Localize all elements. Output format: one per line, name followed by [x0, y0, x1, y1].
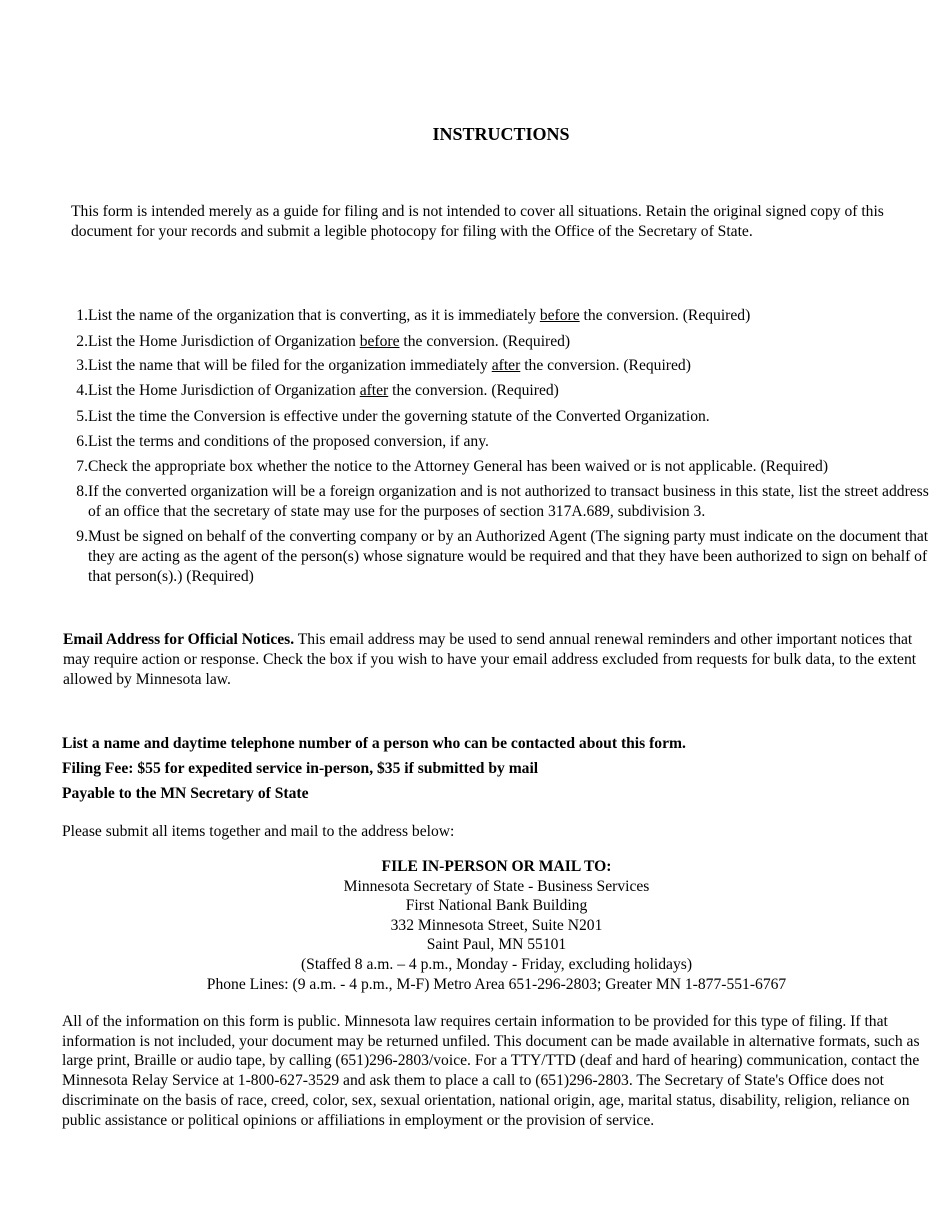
item-emphasis: after	[491, 357, 521, 374]
intro-paragraph: This form is intended merely as a guide for filing and is not intended to cover all situations. Retain the original signed copy of this document for your records and submit a legible photocopy for filing with the Office of the Secretary of State.	[71, 203, 884, 240]
list-item	[70, 527, 930, 587]
page-title: INSTRUCTIONS	[432, 124, 570, 144]
phone-lines: Phone Lines: (9 a.m. - 4 p.m., M-F) Metro Area 651-296-2803; Greater MN 1-877-551-6767	[206, 975, 787, 993]
list-item	[70, 432, 930, 452]
item-text: List the terms and conditions of the proposed conversion, if any.	[88, 433, 489, 450]
submit-instruction: Please submit all items together and mail to the address below:	[62, 823, 455, 840]
list-item	[70, 332, 930, 352]
list-item	[70, 381, 930, 401]
item-number: 3.	[76, 357, 88, 374]
list-item	[70, 482, 930, 522]
address-line: Minnesota Secretary of State - Business Services	[343, 877, 650, 895]
item-number: 1.	[76, 307, 88, 324]
item-text: Must be signed on behalf of the converting company or by an Authorized Agent (The signing party must indicate on the document that they are acting as the agent of the person(s) whose signature would be required and that they have been authorized to sign on behalf of that person(s).) (Required)	[88, 528, 929, 585]
item-number: 4.	[76, 382, 88, 399]
list-item	[70, 356, 930, 376]
list-item	[70, 407, 930, 427]
item-emphasis: before	[359, 333, 400, 350]
item-text: If the converted organization will be a foreign organization and is not authorized to transact business in this state, list the street address of an office that the secretary of state may use for the purposes of section 317A.689, subdivision 3.	[88, 483, 929, 520]
item-emphasis: before	[539, 307, 580, 324]
office-hours: (Staffed 8 a.m. – 4 p.m., Monday - Friday, excluding holidays)	[300, 955, 693, 973]
contact-instruction: List a name and daytime telephone number of a person who can be contacted about this form.	[62, 735, 686, 752]
item-number: 9.	[76, 528, 88, 545]
list-item	[70, 457, 930, 477]
address-line: First National Bank Building	[405, 897, 588, 915]
address-line: Saint Paul, MN 55101	[426, 936, 567, 954]
payable-to: Payable to the MN Secretary of State	[62, 785, 309, 802]
mailing-address-block	[0, 857, 950, 994]
list-item	[70, 306, 930, 326]
item-number: 2.	[76, 333, 88, 350]
item-text-end: the conversion. (Required)	[579, 307, 751, 324]
item-text: List the time the Conversion is effective under the governing statute of the Converted Organization.	[88, 408, 710, 425]
item-emphasis: after	[359, 382, 389, 399]
email-notice-body: This email address may be used to send annual renewal reminders and other important notices that may require action or response. Check the box if you wish to have your email address excluded from requests for bulk data, to the extent allowed by Minnesota law.	[63, 631, 917, 688]
filing-fee: Filing Fee: $55 for expedited service in-person, $35 if submitted by mail	[62, 760, 539, 777]
item-text: List the name that will be filed for the organization immediately	[88, 357, 492, 374]
public-information-notice: All of the information on this form is public. Minnesota law requires certain information to be provided for this type of filing. If that information is not included, your document may be returned unfiled. This document can be made available in alternative formats, such as large print, Braille or audio tape, by calling (651)296-2803/voice. For a TTY/TTD (deaf and hard of hearing) communication, contact the Minnesota Relay Service at 1-800-627-3529 and ask them to place a call to (651)296-2803. The Secretary of State's Office does not discriminate on the basis of race, creed, color, sex, sexual orientation, national origin, age, marital status, disability, religion, reliance on public assistance or political opinions or affiliations in employment or the provision of service.	[62, 1013, 920, 1129]
email-notice-paragraph	[63, 630, 923, 690]
item-text: Check the appropriate box whether the notice to the Attorney General has been waived or is not applicable. (Required)	[88, 458, 829, 475]
address-line: 332 Minnesota Street, Suite N201	[390, 916, 603, 934]
item-number: 7.	[76, 458, 88, 475]
item-text-end: the conversion. (Required)	[388, 382, 559, 399]
item-text: List the Home Jurisdiction of Organization	[88, 382, 360, 399]
item-text: List the Home Jurisdiction of Organization	[88, 333, 360, 350]
item-text-end: the conversion. (Required)	[520, 357, 691, 374]
item-number: 6.	[76, 433, 88, 450]
item-text: List the name of the organization that is converting, as it is immediately	[88, 307, 540, 324]
address-heading: FILE IN-PERSON OR MAIL TO:	[381, 858, 612, 875]
item-number: 5.	[76, 408, 88, 425]
item-text-end: the conversion. (Required)	[399, 333, 571, 350]
email-notice-heading: Email Address for Official Notices.	[63, 631, 295, 648]
item-number: 8.	[76, 483, 88, 500]
